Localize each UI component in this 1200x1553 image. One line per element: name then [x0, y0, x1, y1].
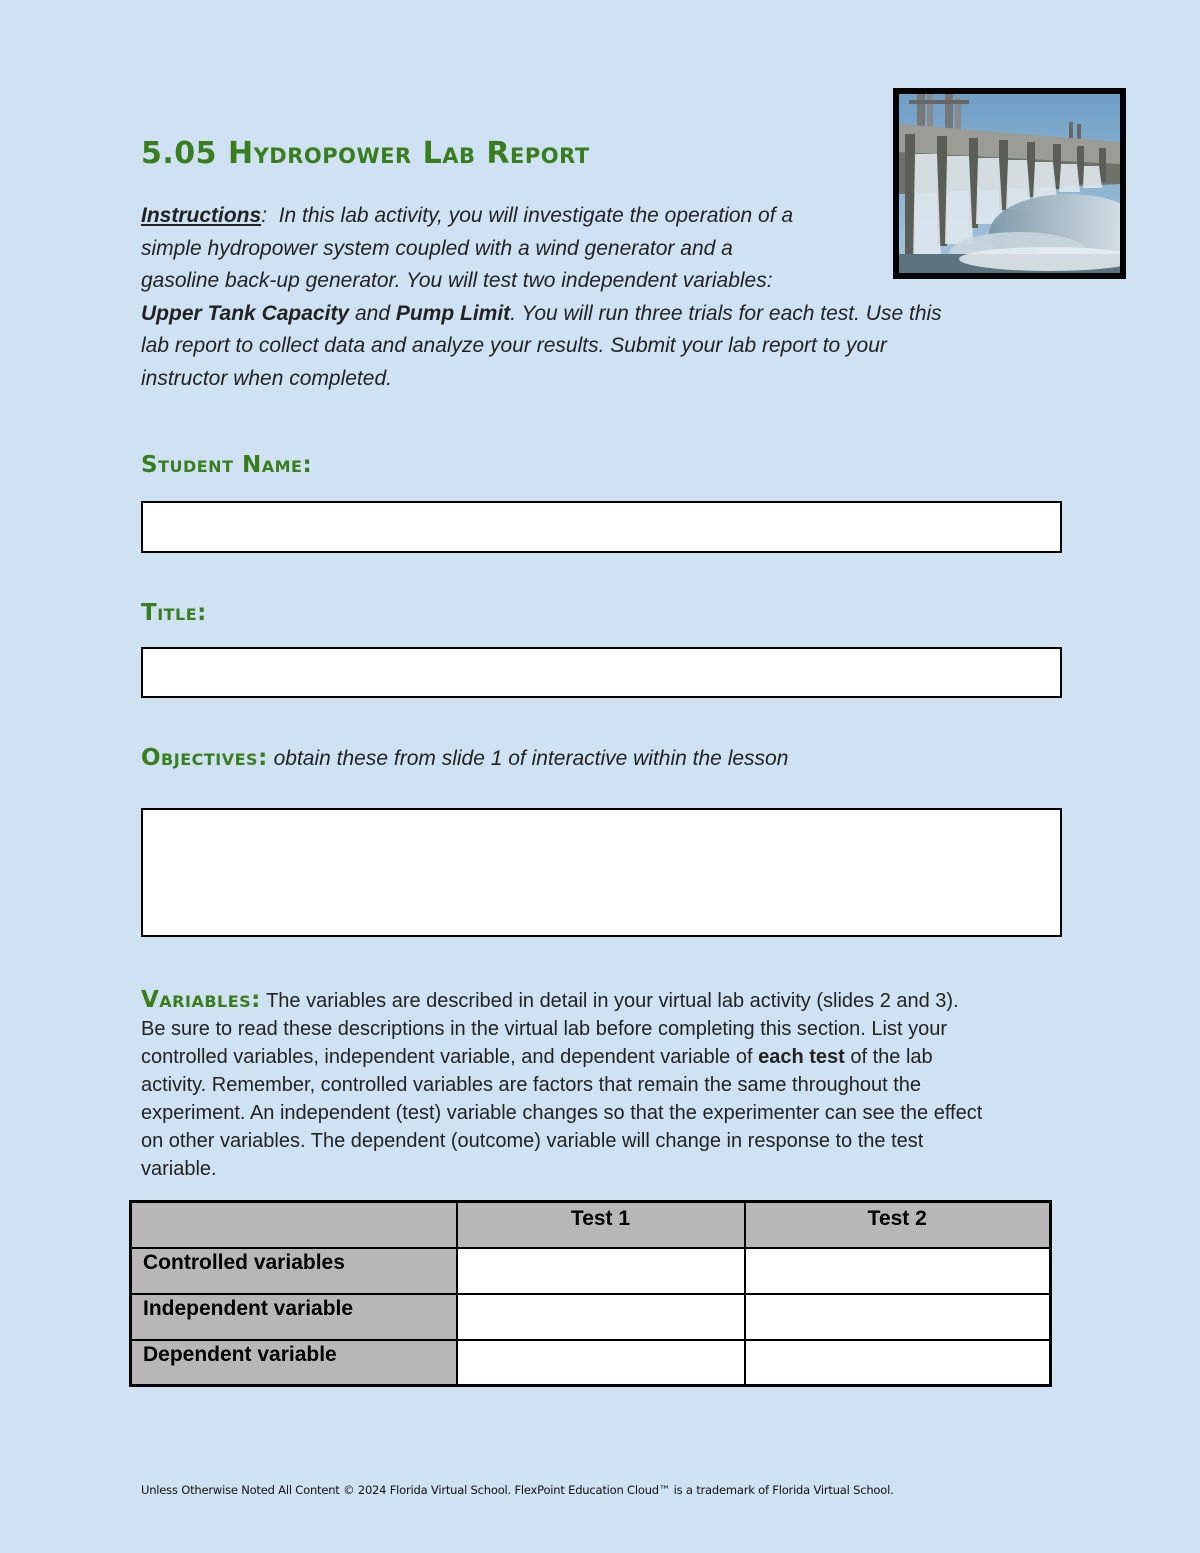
variables-table [129, 1200, 1052, 1387]
objectives-field[interactable] [141, 808, 1062, 937]
table-row [131, 1340, 1051, 1386]
controlled-test-2-cell[interactable] [745, 1248, 1051, 1294]
table-header-blank [131, 1202, 457, 1248]
title-field[interactable] [141, 647, 1062, 698]
student-name-label: Student Name: [141, 452, 313, 478]
variable-upper-tank-capacity: Upper Tank Capacity [141, 301, 350, 325]
objectives-hint: obtain these from slide 1 of interactive within the lesson [267, 747, 789, 770]
variables-line-5: experiment. An independent (test) variable changes so that the experimenter can see the effect [141, 1102, 983, 1124]
copyright-footer: Unless Otherwise Noted All Content © 2024 Florida Virtual School. FlexPoint Education Cloud™ is a trademark of Florida Virtual School. [141, 1483, 894, 1497]
instructions-line-5: lab report to collect data and analyze your results. Submit your lab report to your [141, 334, 887, 357]
page-title: 5.05 Hydropower Lab Report [141, 136, 590, 171]
instructions-line-6: instructor when completed. [141, 366, 392, 390]
table-row [131, 1294, 1051, 1340]
table-header-row [131, 1202, 1051, 1248]
variables-line-4: activity. Remember, controlled variables are factors that remain the same throughout the [141, 1074, 922, 1096]
instructions-line-3: gasoline back-up generator. You will test two independent variables: [141, 269, 773, 292]
instructions-paragraph [141, 200, 1061, 395]
dependent-test-1-cell[interactable] [457, 1340, 745, 1386]
row-label-controlled-variables: Controlled variables [131, 1248, 457, 1294]
variables-line-3: controlled variables, independent variable, and dependent variable of each test of the lab [141, 1046, 933, 1068]
variables-line-7: variable. [141, 1158, 217, 1180]
table-row [131, 1248, 1051, 1294]
dependent-test-2-cell[interactable] [745, 1340, 1051, 1386]
table-header-test-2: Test 2 [745, 1202, 1051, 1248]
variables-label: Variables: [141, 987, 261, 1013]
variables-line-6: on other variables. The dependent (outcome) variable will change in response to the test [141, 1130, 924, 1152]
student-name-field[interactable] [141, 501, 1062, 553]
instructions-label: Instructions [141, 204, 262, 227]
row-label-dependent-variable: Dependent variable [131, 1340, 457, 1386]
variables-line-1: Variables: The variables are described in detail in your virtual lab activity (slides 2 and 3). [141, 987, 959, 1013]
controlled-test-1-cell[interactable] [457, 1248, 745, 1294]
objectives-heading [141, 745, 788, 771]
instructions-line-2: simple hydropower system coupled with a wind generator and a [141, 236, 733, 260]
title-label: Title: [141, 600, 207, 626]
objectives-label: Objectives: [141, 745, 268, 771]
independent-test-1-cell[interactable] [457, 1294, 745, 1340]
variables-line-2: Be sure to read these descriptions in the virtual lab before completing this section. List your [141, 1018, 947, 1040]
each-test-emphasis: each test [758, 1046, 845, 1068]
variable-pump-limit: Pump Limit [395, 301, 511, 325]
row-label-independent-variable: Independent variable [131, 1294, 457, 1340]
instructions-line-4: Upper Tank Capacity and Pump Limit. You will run three trials for each test. Use this [141, 301, 942, 325]
variables-paragraph [141, 986, 1071, 1183]
table-header-test-1: Test 1 [457, 1202, 745, 1248]
independent-test-2-cell[interactable] [745, 1294, 1051, 1340]
instructions-line-1: Instructions: In this lab activity, you will investigate the operation of a [141, 204, 794, 227]
